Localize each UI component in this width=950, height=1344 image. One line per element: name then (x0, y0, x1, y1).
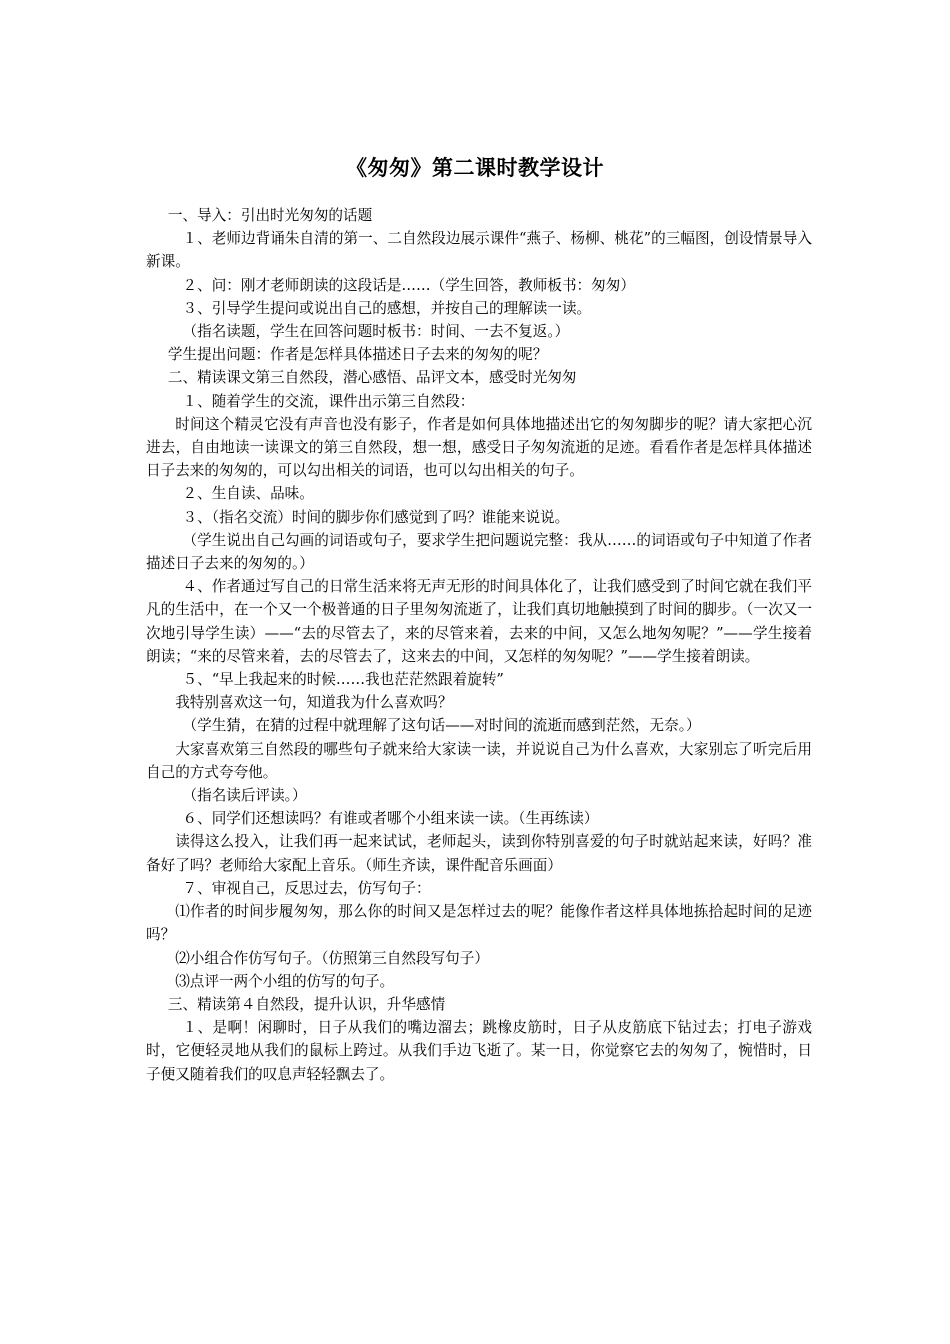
paragraph: 学生提出问题：作者是怎样具体描述日子去来的匆匆的呢？ (167, 346, 548, 364)
paragraph: ２、生自读、品味。 (182, 485, 314, 503)
paragraph: 时间这个精灵它没有声音也没有影子，作者是如何具体地描述出它的匆匆脚步的呢？请大家把心沉进去，自由地读一读课文的第三自然段，想一想，感受日子匆匆流逝的足迹。看看作者是怎样具体描述日子去来的匆匆的，可以勾出相关的词语，也可以勾出相关的句子。 (146, 415, 812, 480)
document-body (146, 204, 812, 1086)
paragraph: ⑶点评一两个小组的仿写的句子。 (175, 972, 395, 990)
paragraph: ３、（指名交流）时间的脚步你们感觉到了吗？谁能来说说。 (182, 508, 570, 526)
paragraph: 三、精读第４自然段，提升认识，升华感情 (167, 995, 446, 1013)
paragraph: （指名读后评读。） (182, 787, 307, 805)
paragraph: （指名读题，学生在回答问题时板书：时间、一去不复返。） (182, 323, 570, 341)
paragraph: ４、作者通过写自己的日常生活来将无声无形的时间具体化了，让我们感受到了时间它就在我们平凡的生活中，在一个又一个极普通的日子里匆匆流逝了，让我们真切地触摸到了时间的脚步。（一次又一次地引导学生读）——“去的尽管去了，来的尽管来着，去来的中间，又怎么地匆匆呢？”——学生接着朗读；“来的尽管来着，去的尽管去了，这来去的中间，又怎样的匆匆呢？”——学生接着朗读。 (146, 578, 812, 665)
paragraph: １、随着学生的交流，课件出示第三自然段： (182, 392, 475, 410)
paragraph: １、老师边背诵朱自清的第一、二自然段边展示课件“燕子、杨柳、桃花”的三幅图，创设情景导入新课。 (146, 230, 812, 271)
paragraph: ７、审视自己，反思过去，仿写句子： (182, 879, 431, 897)
paragraph: 一、导入：引出时光匆匆的话题 (167, 207, 373, 224)
paragraph: １、是啊！闲聊时，日子从我们的嘴边溜去；跳橡皮筋时，日子从皮筋底下钻过去；打电子游戏时，它便轻灵地从我们的鼠标上跨过。从我们手边飞逝了。某一日，你觉察它去的匆匆了，惋惜时，日子便又随着我们的叹息声轻轻飘去了。 (146, 1019, 812, 1083)
paragraph: ３、引导学生提问或说出自己的感想，并按自己的理解读一读。 (182, 299, 592, 317)
document-title: 《匆匆》第二课时教学设计 (346, 155, 604, 180)
paragraph: ⑴作者的时间步履匆匆，那么你的时间又是怎样过去的呢？能像作者这样具体地拣拾起时间的足迹吗？ (146, 903, 812, 944)
paragraph: 大家喜欢第三自然段的哪些句子就来给大家读一读，并说说自己为什么喜欢，大家别忘了听完后用自己的方式夸夸他。 (146, 740, 812, 781)
paragraph: 读得这么投入，让我们再一起来试试，老师起头，读到你特别喜爱的句子时就站起来读，好吗？准备好了吗？老师给大家配上音乐。（师生齐读，课件配音乐画面） (146, 833, 812, 874)
paragraph: （学生说出自己勾画的词语或句子，要求学生把问题说完整：我从……的词语或句子中知道了作者描述日子去来的匆匆的。） (146, 531, 812, 573)
paragraph: ⑵小组合作仿写句子。（仿照第三自然段写句子） (175, 949, 489, 967)
paragraph: 我特别喜欢这一句，知道我为什么喜欢吗？ (175, 694, 453, 712)
paragraph: ５、“早上我起来的时候……我也茫茫然跟着旋转” (182, 671, 504, 689)
paragraph: （学生猜，在猜的过程中就理解了这句话——对时间的流逝而感到茫然，无奈。） (182, 717, 701, 735)
paragraph: ６、同学们还想读吗？有谁或者哪个小组来读一读。（生再练读） (182, 810, 599, 828)
paragraph: ２、问：刚才老师朗读的这段话是……（学生回答，教师板书：匆匆） (182, 276, 635, 294)
paragraph: 二、精读课文第三自然段，潜心感悟、品评文本，感受时光匆匆 (167, 369, 577, 387)
